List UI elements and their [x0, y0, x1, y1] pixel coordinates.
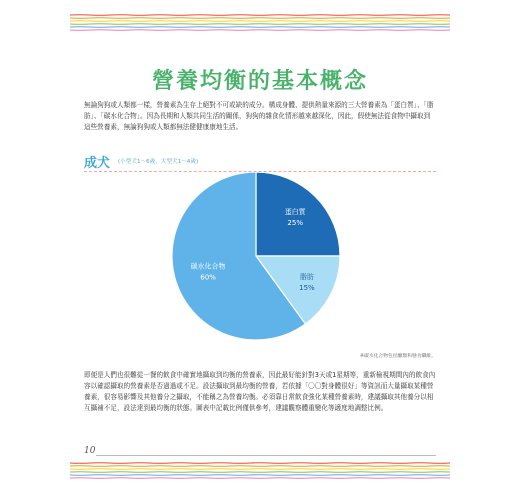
intro-paragraph: 無論狗狗或人類都一樣，營養素為生存上絕對不可或缺的成分。構成身體、提供熱量來源的三大營養素為「蛋白質」、「脂肪」、「碳水化合物」。因為長期和人類共同生活的關係，狗狗的雜食化情形越來越深化，因此，假使無法從食物中攝取到這些營養素，無論狗狗或人類都無法健健康康地生活。: [84, 101, 434, 131]
body-paragraph: 即便是人們也很難從一餐的飲食中確實地攝取到均衡的營養素，因此最好能針對3天或1星期等，重新檢視期間內的飲食內容以確認攝取的營養素是否過過或不足。設法攝取到最均衡的營養，若依據「〇〇對身體很好」等資訊而大量攝取某種營養素，很容易影響及其他養分之攝取，不能稱之為營養均衡。必須靠日常飲食強化某種營養素時，建議攝取其他養分以相互攝補不足，設法達到最均衡的狀態。圖表中記載比例僅供參考，建議觀察體重變化等適度地調整比例。: [84, 371, 436, 412]
stripe-line: [70, 18, 450, 19]
section-subtitle: (小型犬1～6歲，大型犬1～4歲): [118, 159, 199, 165]
slice-label: 脂肪: [299, 272, 314, 281]
stripe-line: [70, 469, 450, 470]
stripe-line: [70, 21, 450, 22]
section-header: [84, 151, 436, 172]
stripe-line: [70, 15, 450, 16]
page-title: 營養均衡的基本概念: [151, 69, 368, 94]
stripe-line: [70, 463, 450, 464]
slice-value-label: 60%: [200, 273, 216, 282]
decorative-stripes-top: [70, 13, 450, 33]
stripe-line: [70, 472, 450, 473]
slice-label: 蛋白質: [284, 207, 306, 216]
stripe-line: [70, 24, 450, 25]
stripe-line: [70, 30, 450, 31]
slice-value-label: 25%: [287, 218, 303, 227]
footer-rule: [96, 455, 436, 456]
nutrition-pie-chart: [84, 172, 436, 352]
page-number: 10: [84, 446, 96, 456]
slice-value-label: 15%: [299, 283, 315, 292]
chart-footnote: ※碳水化合物包括醣類和膳食纖維。: [360, 354, 436, 359]
stripe-line: [70, 478, 450, 479]
section-title: 成犬: [84, 156, 111, 171]
stripe-line: [70, 475, 450, 476]
slice-label: 碳水化合物: [190, 262, 226, 271]
decorative-stripes-bottom: [70, 461, 450, 481]
stripe-line: [70, 27, 450, 28]
stripe-line: [70, 466, 450, 467]
